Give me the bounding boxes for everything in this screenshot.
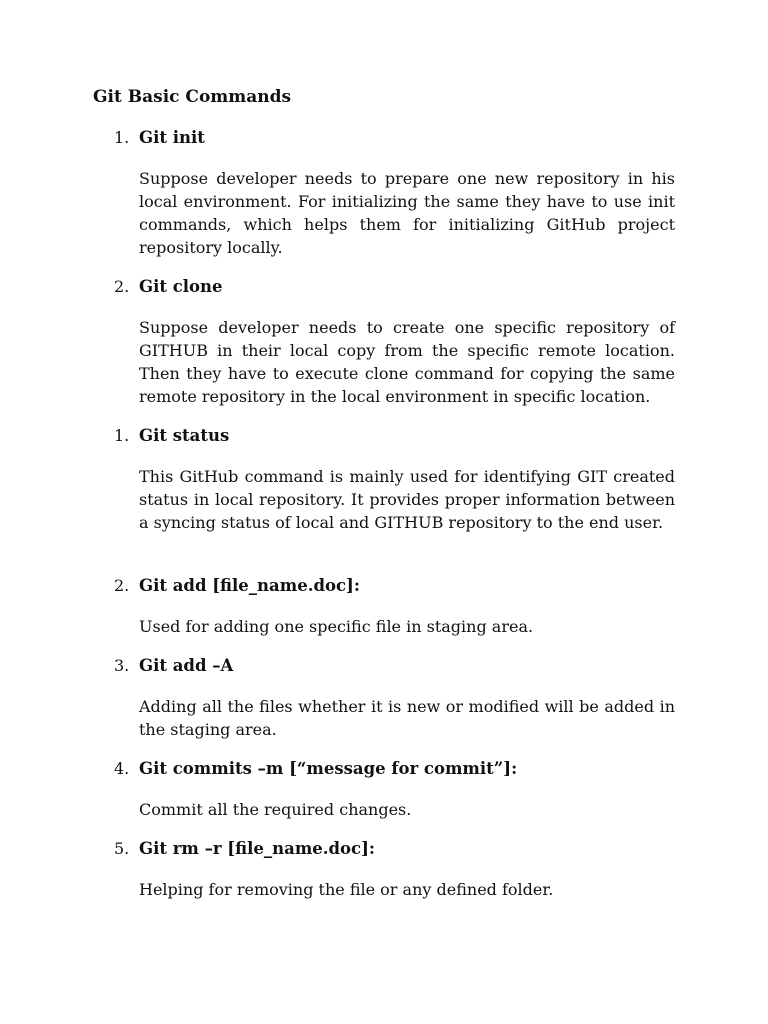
command-heading: Git status [139, 426, 230, 445]
command-description: This GitHub command is mainly used for identifying GIT created status in local repository. It provides proper information between a syncing status of local and GITHUB repository to the end user. [139, 467, 675, 532]
document-title: Git Basic Commands [93, 87, 292, 107]
command-heading: Git commits –m [“message for commit”]: [139, 759, 518, 778]
list-number: 3. [114, 656, 130, 675]
command-description: Commit all the required changes. [139, 800, 412, 819]
list-number: 4. [114, 759, 130, 778]
list-number: 1. [114, 128, 130, 147]
command-heading: Git rm –r [file_name.doc]: [139, 839, 376, 858]
command-description: Suppose developer needs to prepare one new repository in his local environment. For initializing the same they have to use init commands, which helps them for initializing GitHub project repository locally. [139, 169, 675, 257]
command-description: Suppose developer needs to create one specific repository of GITHUB in their local copy from the specific remote location. Then they have to execute clone command for copying the same remote repository in the local environment in specific location. [139, 318, 675, 406]
command-heading: Git add [file_name.doc]: [139, 576, 360, 595]
command-description: Adding all the files whether it is new or modified will be added in the staging area. [139, 697, 675, 739]
list-number: 2. [114, 576, 130, 595]
list-number: 1. [114, 426, 130, 445]
command-description: Used for adding one specific file in staging area. [139, 617, 534, 636]
command-heading: Git clone [139, 277, 223, 296]
command-heading: Git init [139, 128, 205, 147]
list-number: 5. [114, 839, 130, 858]
command-description: Helping for removing the file or any defined folder. [139, 880, 554, 899]
list-number: 2. [114, 277, 130, 296]
command-heading: Git add –A [139, 656, 234, 675]
